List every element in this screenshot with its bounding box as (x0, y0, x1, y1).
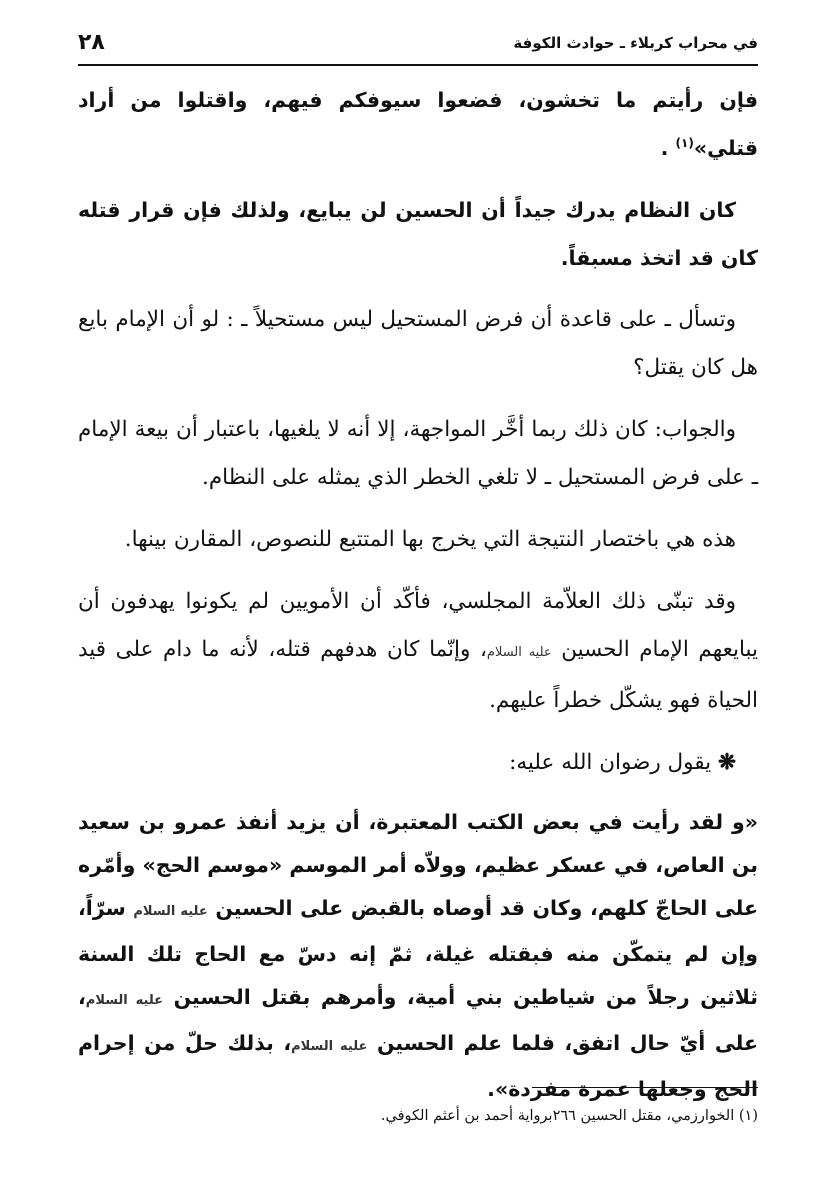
honorific-symbol: عليه السلام (133, 904, 208, 919)
period: . (660, 136, 669, 160)
paragraph-long-quote (78, 801, 758, 1111)
paragraph-regime: كان النظام يدرك جيداً أن الحسين لن يبايع، ولذلك فإن قرار قتله كان قد اتخذ مسبقاً. (78, 198, 758, 270)
footnote: (١) الخوارزمي، مقتل الحسين ٢٦٦برواية أحمد بن أعثم الكوفي. (380, 1108, 758, 1124)
footnote-divider (532, 1087, 758, 1088)
asterisk-mark: ❋ (717, 750, 736, 775)
honorific-symbol: عليه السلام (486, 645, 552, 660)
majlisi-text-b: ، وإنّما كان هدفهم قتله، لأنه ما دام على قيد الحياة فهو يشكّل خطراً عليهم. (78, 637, 758, 713)
paragraph-quote-end (78, 76, 758, 172)
honorific-symbol: عليه السلام (85, 993, 164, 1008)
quote-part-a: «و لقد رأيت في بعض الكتب المعتبرة، أن يزيد أنفذ عمرو بن سعيد بن العاص، في عسكر عظيم، وولاّه أمر الموسم «موسم الحج» وأمّره على الحاجّ كلهم، وكان قد أوصاه بالقبض على الحسين (78, 810, 759, 920)
quote-part-c: ، على أيّ حال اتفق، فلما علم الحسين (78, 985, 758, 1055)
header-title: في محراب كربلاء ـ حوادث الكوفة (513, 34, 758, 52)
paragraph-summary: هذه هي باختصار النتيجة التي يخرج بها المتتبع للنصوص، المقارن بينها. (124, 527, 736, 552)
paragraph-answer: والجواب: كان ذلك ربما أخَّر المواجهة، إلا أنه لا يلغيها، باعتبار أن بيعة الإمام ـ على فرض المستحيل ـ لا تلغي الخطر الذي يمثله على النظام. (78, 417, 758, 490)
quote-end-text: فإن رأيتم ما تخشون، فضعوا سيوفكم فيهم، واقتلوا من أراد قتلي» (78, 88, 758, 160)
majlisi-text-a: وقد تبنّى ذلك العلاّمة المجلسي، فأكّد أن الأمويين لم يكونوا يهدفون أن يبايعهم الإمام الحسين (78, 589, 758, 662)
quote-part-d: ، بذلك حلّ من إحرام الحج وجعلها عمرة مفردة». (78, 1031, 758, 1101)
running-header (78, 30, 758, 66)
quote-part-b: سرّاً، وإن لم يتمكّن منه فبقتله غيلة، ثمّ إنه دسّ مع الحاج تلك السنة ثلاثين رجلاً من شياطين بني أمية، وأمرهم بقتل الحسين (78, 896, 758, 1009)
page-number: ٢٨ (78, 30, 105, 55)
footnote-ref: (١) (675, 136, 694, 151)
page-body (78, 76, 758, 1125)
paragraph-says (78, 739, 758, 787)
honorific-symbol: عليه السلام (291, 1039, 368, 1054)
paragraph-question: وتسأل ـ على قاعدة أن فرض المستحيل ليس مستحيلاً ـ : لو أن الإمام بايع هل كان يقتل؟ (78, 307, 758, 380)
says-text: يقول رضوان الله عليه: (509, 750, 712, 775)
paragraph-majlisi (78, 578, 758, 725)
